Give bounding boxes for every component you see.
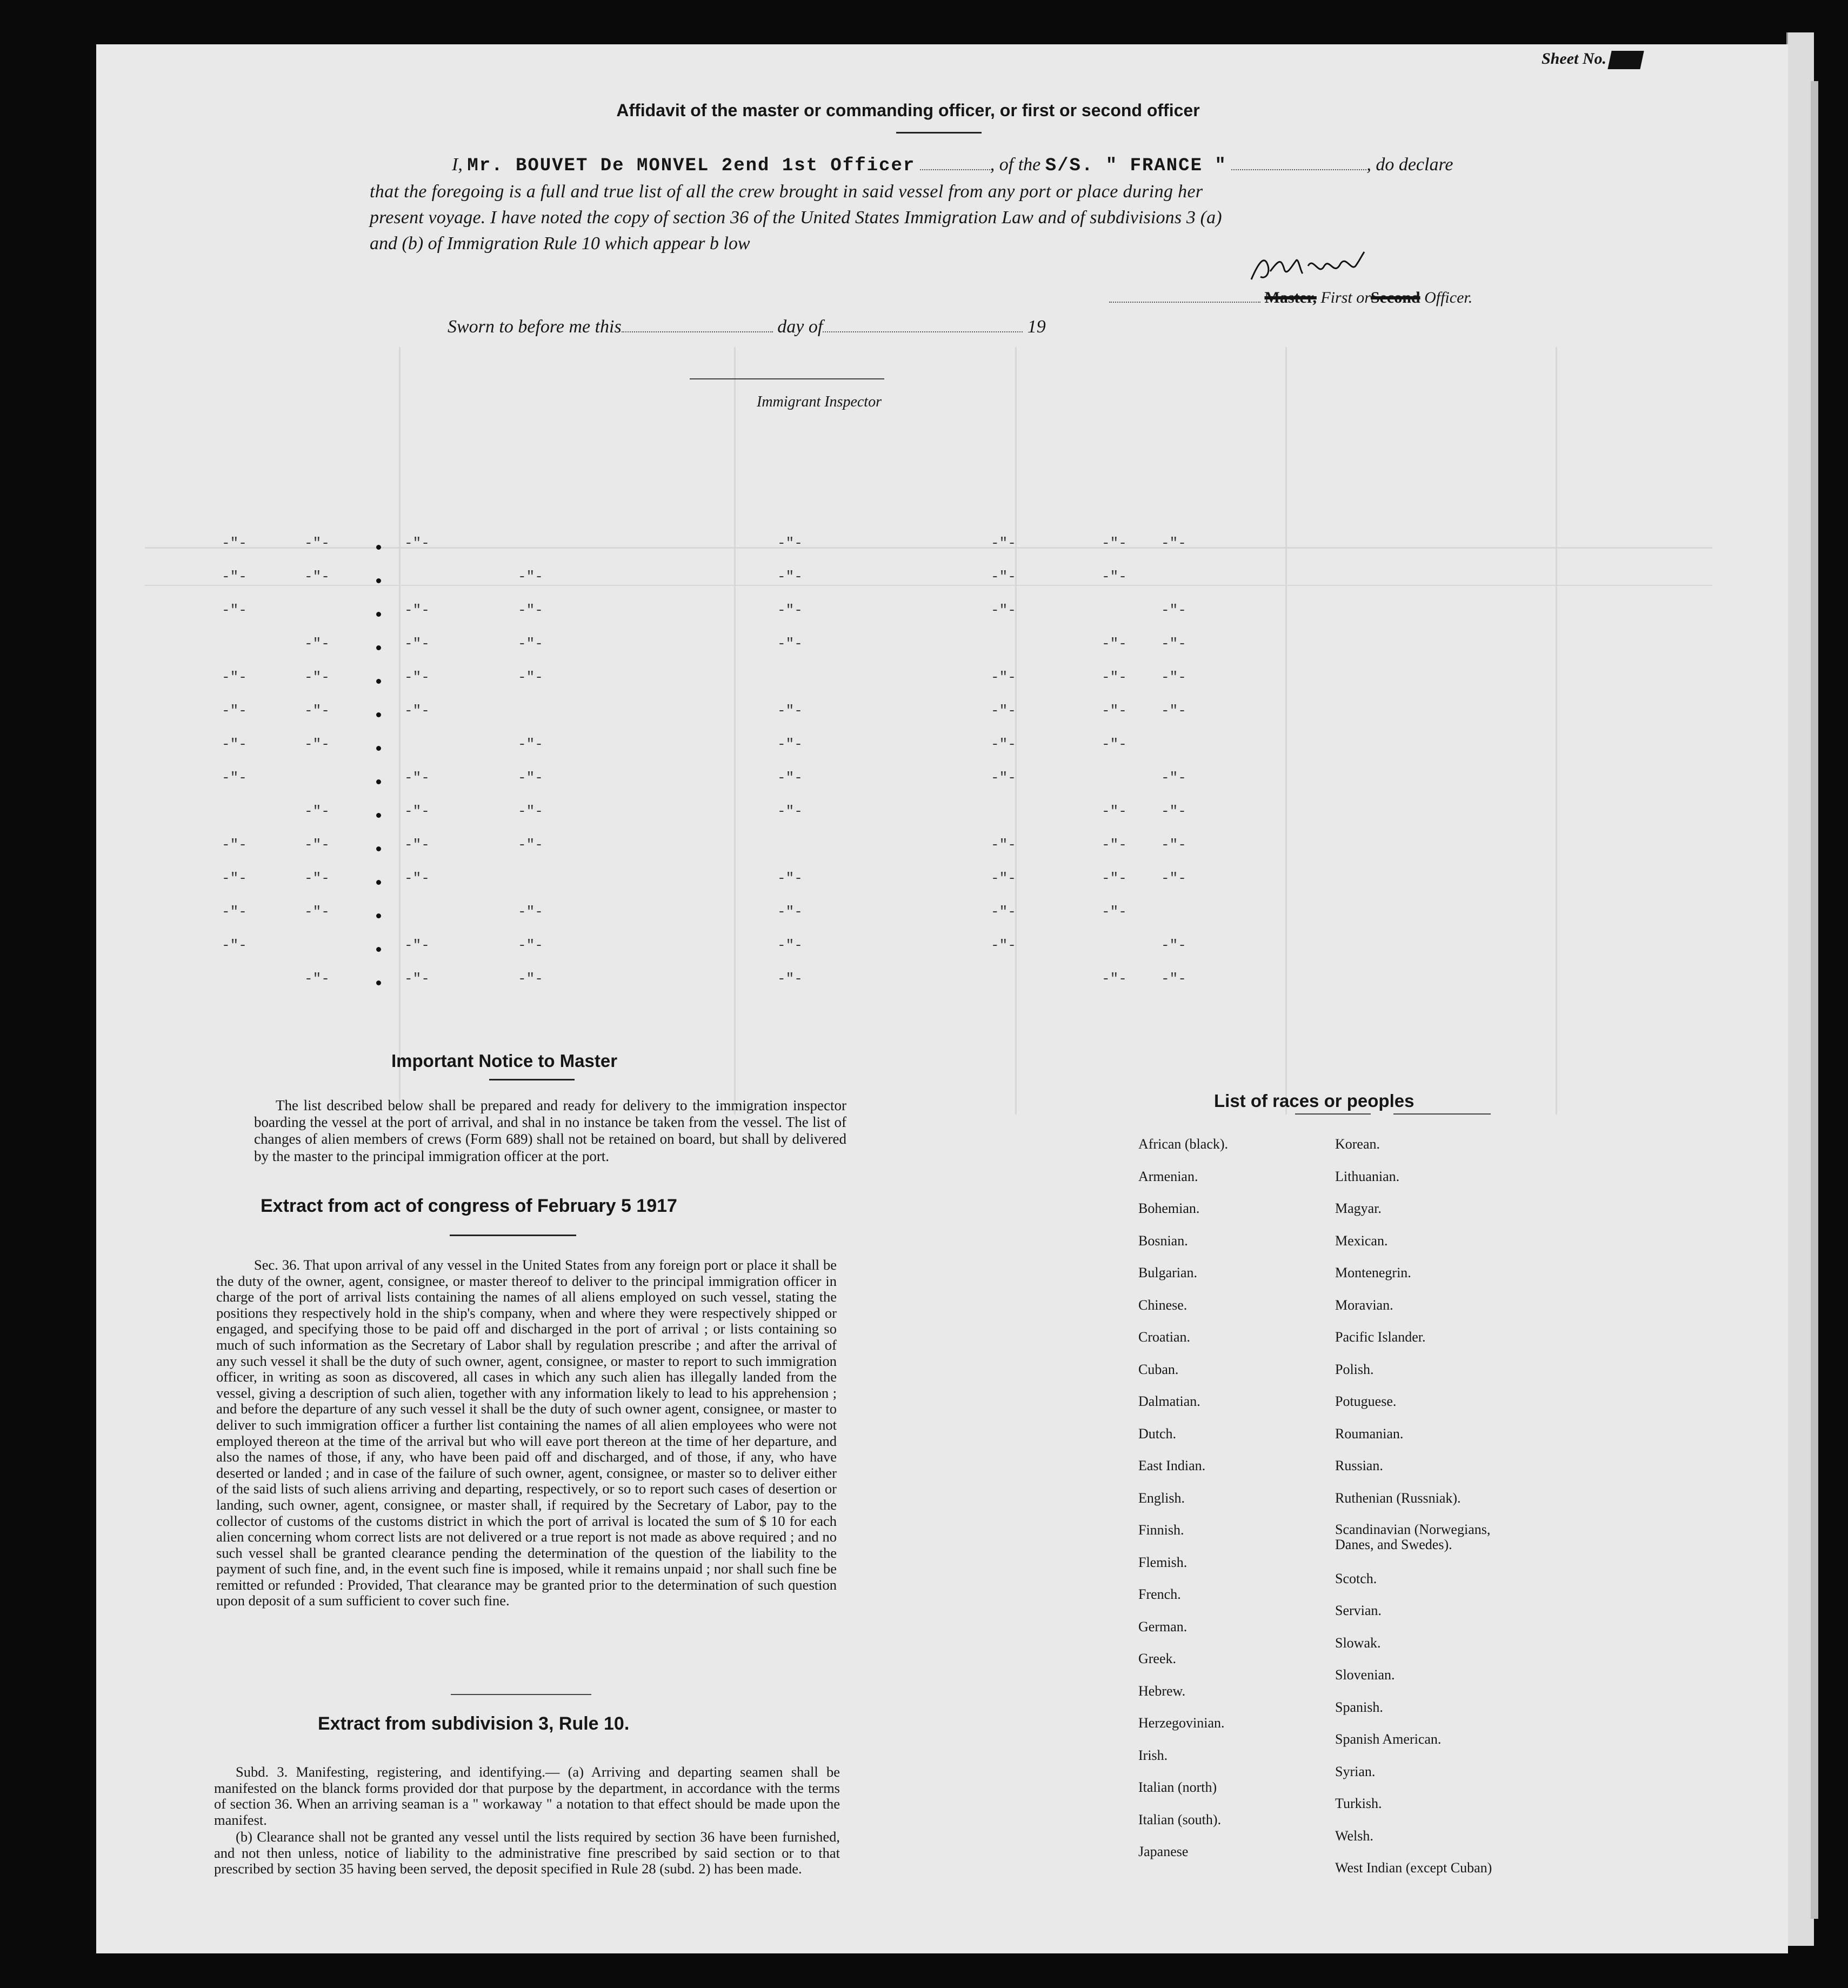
race-item: Spanish. (1335, 1699, 1383, 1715)
ditto-mark: -"- (222, 937, 247, 953)
bleed-through-rule (1015, 347, 1017, 1115)
day-of-text: day of (777, 317, 823, 337)
race-item: Ruthenian (Russniak). (1335, 1490, 1461, 1506)
bleed-through-rule (1285, 347, 1287, 1115)
act-extract-end-rule (451, 1694, 591, 1695)
ink-dot (376, 846, 381, 851)
ditto-mark: -"- (222, 569, 247, 585)
immigrant-inspector-label: Immigrant Inspector (757, 393, 882, 410)
ditto-mark: -"- (518, 937, 543, 953)
ditto-mark: -"- (404, 870, 430, 886)
ditto-mark: -"- (518, 904, 543, 920)
notice-text: The list described below shall be prepared and ready for delivery to the immigration inspector boarding the vessel at the port of arrival, and shal in no instance be taken from the vessel. The list of changes of alien members of crews (Form 689) shall not be retained on board, but shall by delivered by the master to the principal immigration officer at the port. (254, 1097, 846, 1164)
bleed-through-rule (1556, 347, 1557, 1115)
race-item: Potuguese. (1335, 1393, 1397, 1409)
ditto-mark: -"- (991, 904, 1016, 920)
race-item: Lithuanian. (1335, 1168, 1400, 1184)
race-item: Irish. (1138, 1747, 1168, 1763)
ditto-mark: -"- (222, 736, 247, 752)
race-item: Montenegrin. (1335, 1265, 1411, 1280)
bleed-through-rule (145, 585, 1712, 586)
ditto-mark: -"- (304, 837, 330, 853)
race-item: Servian. (1335, 1603, 1382, 1618)
ink-dot (376, 712, 381, 717)
notice-title-rule (489, 1079, 575, 1080)
ditto-mark: -"- (304, 904, 330, 920)
ditto-mark: -"- (222, 669, 247, 685)
ink-dot (376, 813, 381, 818)
race-item: Spanish American. (1335, 1731, 1442, 1747)
ditto-mark: -"- (222, 535, 247, 551)
ditto-mark: -"- (304, 535, 330, 551)
race-item: Russian. (1335, 1458, 1383, 1473)
officer-title-line (1109, 289, 1472, 307)
ink-dot (376, 947, 381, 952)
bleed-through-rule (399, 347, 401, 1115)
ditto-mark: -"- (777, 870, 803, 886)
affidavit-line-3: present voyage. I have noted the copy of section 36 of the United States Immigration Law and of subdivisions 3 (a) (370, 208, 1222, 228)
ditto-mark: -"- (1102, 636, 1127, 652)
ditto-mark: -"- (1102, 703, 1127, 719)
ditto-mark: -"- (404, 636, 430, 652)
ditto-mark: -"- (991, 736, 1016, 752)
race-item: Italian (north) (1138, 1779, 1217, 1795)
ditto-mark: -"- (1161, 803, 1186, 819)
ditto-mark: -"- (991, 703, 1016, 719)
name-blank (920, 167, 990, 170)
ditto-mark: -"- (777, 971, 803, 987)
race-item: Scotch. (1335, 1570, 1377, 1586)
race-item: Scandinavian (Norwegians, Danes, and Swedes). (1335, 1522, 1491, 1552)
ditto-mark: -"- (777, 703, 803, 719)
race-item: Bohemian. (1138, 1200, 1200, 1216)
race-item: Finnish. (1138, 1522, 1184, 1538)
ditto-mark: -"- (518, 971, 543, 987)
act-section-36-text: Sec. 36. That upon arrival of any vessel in the United States from any foreign port or place it shall be the duty of the owner, agent, consignee, or master thereof to deliver to the principal immigration officer in charge of the port of arrival lists containing the names of all aliens employed on such vessel, stating the positions they respectively hold in the ship's company, when and where they were respectively shipped or engaged, and specifying those to be paid off and discharged in the port of arrival ; or lists containing so much of such information as the Secretary of Labor shall by regulation prescribe ; and after the arrival of any such vessel it shall be the duty of such owner, agent, consignee, or master to report to such immigration officer, in writing as soon as discovered, all cases in which any such alien has illegally landed from the vessel, giving a description of such alien, together with any information likely to lead to his apprehension ; and before the departure of any such vessel it shall be the duty of such owner agent, consignee, or master to deliver to such immigration officer a further list containing the names of all alien employees who were not employed thereon at the time of the arrival but who will eave port thereon at the time of her departure, and also the names of those, if any, who have been paid off and discharged, and of those, if any, who have deserted or landed ; and in case of the failure of such owner, agent, consignee, or master so to deliver either of the said lists of such aliens arriving and departing, respectively, or so to report such cases of desertion or landing, such owner, agent, consignee, or master shall, if required by the Secretary of Labor, pay to the collector of customs of the customs district in which the port of arrival is located the sum of $ 10 for each alien concerning whom correct lists are not delivered or a true report is not made as above required ; and no such vessel shall be granted clearance pending the determination of the question of the liability to the payment of such fine, and, in the event such fine is imposed, while it remains unpaid ; nor shall such fine be remitted or refunded : Provided, That clearance may be granted prior to the determination of such question upon deposit of a sum sufficient to cover such fine. (216, 1257, 837, 1609)
ditto-mark: -"- (518, 803, 543, 819)
ditto-mark: -"- (1161, 971, 1186, 987)
ditto-mark: -"- (518, 569, 543, 585)
ditto-mark: -"- (1102, 535, 1127, 551)
ditto-mark: -"- (991, 837, 1016, 853)
race-item: Chinese. (1138, 1297, 1187, 1313)
act-extract-rule (450, 1235, 576, 1236)
ditto-mark: -"- (1161, 937, 1186, 953)
rule-subdivision-b: (b) Clearance shall not be granted any vessel until the lists required by section 36 have been furnished, and not then unless, notice of liability to the administrative fine prescribed by said section or to that prescribed by section 35 having been served, the deposit specified in Rule 28 (subd. 2) has been made. (214, 1829, 840, 1877)
ditto-mark: -"- (1161, 535, 1186, 551)
race-item: Flemish. (1138, 1554, 1187, 1570)
ditto-mark: -"- (1102, 669, 1127, 685)
ditto-mark: -"- (1161, 837, 1186, 853)
ditto-mark: -"- (991, 602, 1016, 618)
race-item: Italian (south). (1138, 1811, 1222, 1827)
race-item: African (black). (1138, 1136, 1229, 1152)
first-or: First or (1320, 289, 1371, 306)
ditto-mark: -"- (1102, 837, 1127, 853)
ditto-mark: -"- (1102, 870, 1127, 886)
ditto-mark: -"- (1102, 736, 1127, 752)
race-item: English. (1138, 1490, 1185, 1506)
ditto-mark: -"- (777, 904, 803, 920)
ditto-mark: -"- (1161, 636, 1186, 652)
race-item: Slowak. (1335, 1635, 1381, 1651)
race-item: Turkish. (1335, 1796, 1382, 1811)
ditto-mark: -"- (304, 971, 330, 987)
race-item: Welsh. (1335, 1827, 1373, 1844)
race-item: East Indian. (1138, 1458, 1206, 1473)
vessel-blank (1231, 167, 1366, 170)
ditto-mark: -"- (304, 569, 330, 585)
race-item: Dalmatian. (1138, 1393, 1200, 1409)
sworn-line (448, 317, 1046, 337)
year-text: 19 (1027, 317, 1046, 337)
ditto-mark: -"- (991, 770, 1016, 786)
races-title-underline-2 (1393, 1113, 1491, 1115)
ink-dot (376, 612, 381, 617)
ditto-mark: -"- (222, 870, 247, 886)
ditto-mark: -"- (304, 703, 330, 719)
sheet-number-label: Sheet No. (1542, 50, 1606, 68)
ditto-mark: -"- (304, 736, 330, 752)
ditto-mark: -"- (1102, 971, 1127, 987)
ditto-mark: -"- (304, 870, 330, 886)
ditto-mark: -"- (404, 770, 430, 786)
ditto-mark: -"- (404, 803, 430, 819)
ditto-mark: -"- (777, 602, 803, 618)
race-item: Croatian. (1138, 1329, 1191, 1345)
rule-subdivision-a: Subd. 3. Manifesting, registering, and identifying.— (a) Arriving and departing seamen shall be manifested on the blanck forms provided dor that purpose by the department, in accordance with the terms of section 36. When an arriving seaman is a " workaway " a notation to that effect should be made upon the manifest. (214, 1764, 840, 1828)
officer-signature (1249, 250, 1384, 288)
ditto-mark: -"- (404, 971, 430, 987)
affidavit-line-1 (452, 155, 1453, 176)
ink-dot (376, 545, 381, 550)
race-item: Roumanian. (1335, 1425, 1404, 1442)
sworn-day-blank (622, 329, 773, 332)
ditto-mark: -"- (222, 602, 247, 618)
page-edge (1786, 32, 1814, 1946)
notice-title: Important Notice to Master (391, 1051, 618, 1071)
ink-dot (376, 980, 381, 985)
ditto-mark: -"- (991, 669, 1016, 685)
ink-dot (376, 880, 381, 885)
ditto-mark: -"- (404, 535, 430, 551)
ditto-mark: -"- (518, 602, 543, 618)
ditto-mark: -"- (777, 937, 803, 953)
race-item: Magyar. (1335, 1200, 1382, 1216)
ink-dot (376, 578, 381, 583)
second-struck: Second (1370, 289, 1420, 306)
race-item: Pacific Islander. (1335, 1329, 1426, 1345)
ditto-mark: -"- (404, 602, 430, 618)
rule-extract-title: Extract from subdivision 3, Rule 10. (318, 1713, 630, 1734)
sworn-text: Sworn to before me this (448, 317, 622, 337)
ditto-mark: -"- (1161, 770, 1186, 786)
affidavit-title: Affidavit of the master or commanding officer, or first or second officer (616, 101, 1200, 120)
ink-dot (376, 746, 381, 751)
ditto-mark: -"- (1161, 870, 1186, 886)
ditto-mark: -"- (991, 937, 1016, 953)
affidavit-line-2: that the foregoing is a full and true list of all the crew brought in said vessel from any port or place during her (370, 182, 1203, 202)
master-struck: Master, (1264, 289, 1317, 306)
ditto-mark: -"- (991, 870, 1016, 886)
affidavit-prefix: I, (452, 155, 463, 175)
ditto-mark: -"- (222, 703, 247, 719)
race-item: Armenian. (1138, 1168, 1198, 1184)
ditto-mark: -"- (304, 636, 330, 652)
races-title-underline (1295, 1113, 1371, 1115)
ditto-mark: -"- (1102, 803, 1127, 819)
race-item: Greek. (1138, 1651, 1177, 1666)
sheet-number-blot (1607, 51, 1644, 69)
sworn-month-blank (823, 329, 1023, 332)
vessel-name-typed: S/S. " FRANCE " (1045, 156, 1227, 176)
ditto-mark: -"- (404, 703, 430, 719)
ditto-mark: -"- (518, 770, 543, 786)
race-item: Moravian. (1335, 1297, 1393, 1313)
officer-name-typed: Mr. BOUVET De MONVEL 2end 1st Officer (467, 156, 916, 176)
ditto-mark: -"- (1161, 602, 1186, 618)
ink-dot (376, 779, 381, 784)
affidavit-declare: , do declare (1366, 155, 1453, 175)
ditto-mark: -"- (518, 736, 543, 752)
ditto-mark: -"- (1161, 669, 1186, 685)
ink-dot (376, 645, 381, 650)
ditto-mark: -"- (777, 736, 803, 752)
ditto-mark: -"- (518, 669, 543, 685)
race-item: Japanese (1138, 1844, 1189, 1859)
race-item: Slovenian. (1335, 1667, 1395, 1683)
ditto-mark: -"- (777, 803, 803, 819)
affidavit-of-the: , of the (990, 155, 1041, 175)
ditto-mark: -"- (777, 770, 803, 786)
race-item: West Indian (except Cuban) (1335, 1860, 1492, 1876)
ditto-mark: -"- (777, 636, 803, 652)
page-edge-shadow (1811, 81, 1818, 1919)
ditto-mark: -"- (304, 803, 330, 819)
race-item: German. (1138, 1618, 1187, 1635)
ditto-mark: -"- (991, 535, 1016, 551)
ditto-mark: -"- (1102, 904, 1127, 920)
ditto-mark: -"- (222, 837, 247, 853)
race-item: Herzegovinian. (1138, 1715, 1225, 1731)
race-item: Dutch. (1138, 1425, 1177, 1442)
ditto-mark: -"- (518, 837, 543, 853)
ditto-mark: -"- (777, 535, 803, 551)
officer-label: Officer. (1424, 289, 1473, 306)
race-item: Mexican. (1335, 1232, 1388, 1249)
ditto-mark: -"- (404, 669, 430, 685)
race-item: Bulgarian. (1138, 1265, 1198, 1280)
ditto-mark: -"- (404, 837, 430, 853)
inspector-signature-rule (690, 378, 884, 379)
bleed-through-rule (734, 347, 736, 1115)
race-item: Korean. (1335, 1136, 1380, 1152)
race-item: Polish. (1335, 1361, 1374, 1377)
race-item: Cuban. (1138, 1361, 1179, 1377)
affidavit-line-4: and (b) of Immigration Rule 10 which appear b low (370, 234, 750, 253)
sheet-number (1542, 50, 1642, 69)
races-title: List of races or peoples (1214, 1091, 1415, 1111)
ditto-mark: -"- (222, 904, 247, 920)
act-extract-title: Extract from act of congress of February 5 1917 (261, 1196, 677, 1216)
ditto-mark: -"- (991, 569, 1016, 585)
ink-dot (376, 679, 381, 684)
ditto-mark: -"- (777, 569, 803, 585)
race-item: French. (1138, 1586, 1181, 1602)
race-item: Syrian. (1335, 1763, 1376, 1779)
ink-dot (376, 913, 381, 918)
ditto-mark: -"- (1161, 703, 1186, 719)
race-item: Hebrew. (1138, 1683, 1186, 1699)
ditto-mark: -"- (222, 770, 247, 786)
ditto-mark: -"- (518, 636, 543, 652)
affidavit-title-rule (896, 132, 982, 134)
ditto-mark: -"- (404, 937, 430, 953)
race-item: Bosnian. (1138, 1232, 1188, 1249)
ditto-mark: -"- (1102, 569, 1127, 585)
ditto-mark: -"- (304, 669, 330, 685)
